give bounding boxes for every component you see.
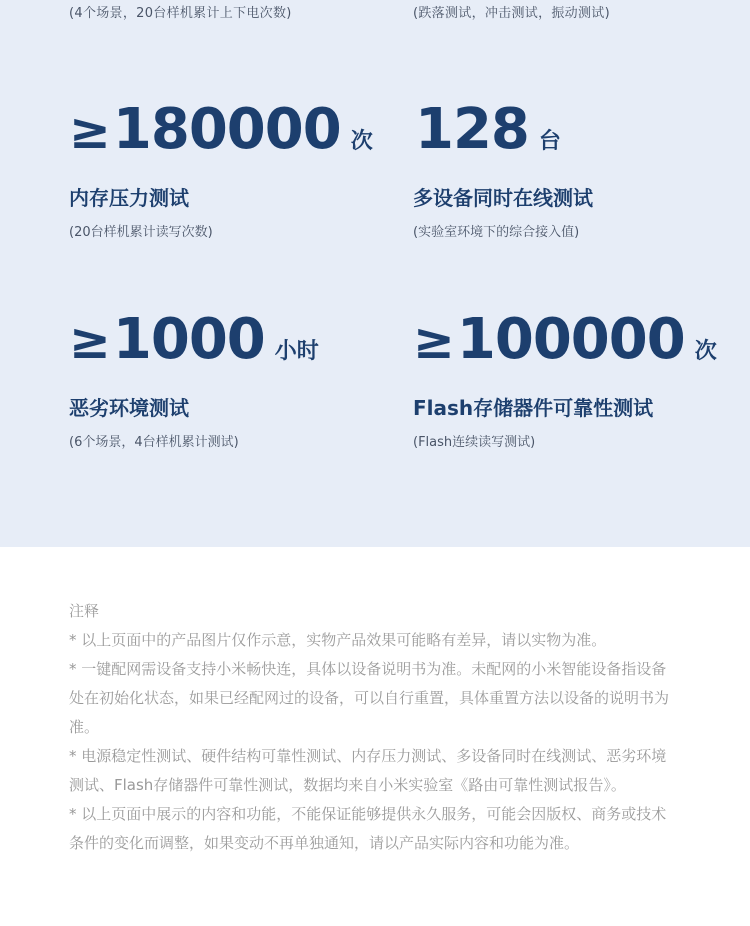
top-note-left: (4个场景，20台样机累计上下电次数) [69, 6, 292, 21]
stat-flash-reliability [413, 307, 743, 450]
stat-value-line [69, 97, 399, 166]
stat-title: Flash存储器件可靠性测试 [413, 396, 654, 420]
stat-memory-pressure [69, 97, 399, 240]
stat-multi-device [413, 97, 743, 240]
footnote-item: * 以上页面中的产品图片仅作示意，实物产品效果可能略有差异，请以实物为准。 [69, 631, 607, 649]
stat-harsh-environment [69, 307, 399, 450]
stat-unit: 次 [694, 339, 717, 364]
footnote-item: * 一键配网需设备支持小米畅快连，具体以设备说明书为准。未配网的小米智能设备指设备处在初始化状态，如果已经配网过的设备，可以自行重置，具体重置方法以设备的说明书为准。 [69, 660, 670, 736]
stat-value: 1000 [112, 307, 265, 372]
stat-unit: 小时 [274, 339, 319, 364]
top-note-right: (跌落测试，冲击测试，振动测试) [413, 6, 610, 21]
stat-value: 180000 [112, 97, 341, 162]
stat-value: 100000 [456, 307, 685, 372]
stat-title: 多设备同时在线测试 [413, 186, 593, 210]
stat-subtitle: (Flash连续读写测试) [413, 435, 536, 450]
stat-title: 内存压力测试 [69, 186, 189, 210]
footnotes-heading: 注释 [69, 602, 100, 620]
footnotes [69, 597, 681, 858]
footnote-item: * 电源稳定性测试、硬件结构可靠性测试、内存压力测试、多设备同时在线测试、恶劣环境测试、Flash存储器件可靠性测试，数据均来自小米实验室《路由可靠性测试报告》。 [69, 747, 667, 794]
stat-title: 恶劣环境测试 [69, 396, 189, 420]
stat-value-line [413, 97, 743, 166]
stat-prefix: ≥ [413, 312, 455, 370]
stat-prefix: ≥ [69, 102, 111, 160]
stat-subtitle: (6个场景，4台样机累计测试) [69, 435, 239, 450]
stat-value-line [69, 307, 399, 376]
stat-subtitle: (实验室环境下的综合接入值) [413, 225, 580, 240]
stat-value-line [413, 307, 743, 376]
footnote-item: * 以上页面中展示的内容和功能，不能保证能够提供永久服务，可能会因版权、商务或技术条件的变化而调整，如果变动不再单独通知，请以产品实际内容和功能为准。 [69, 805, 667, 852]
stat-subtitle: (20台样机累计读写次数) [69, 225, 213, 240]
stat-unit: 次 [350, 129, 373, 154]
stat-prefix: ≥ [69, 312, 111, 370]
stat-unit: 台 [538, 129, 561, 154]
stat-value: 128 [415, 97, 529, 162]
